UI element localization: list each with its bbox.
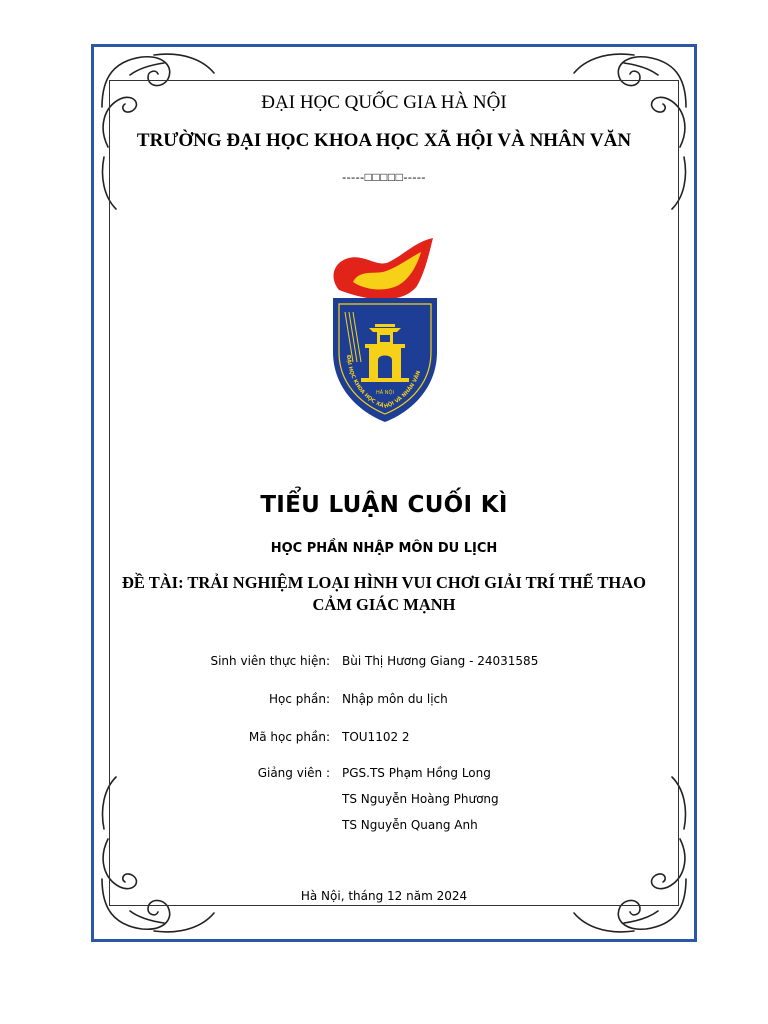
university-name: ĐẠI HỌC QUỐC GIA HÀ NỘI (261, 92, 507, 113)
topic-line-1: ĐỀ TÀI: TRẢI NGHIỆM LOẠI HÌNH VUI CHƠI GIẢI TRÍ THỂ THAO (122, 573, 646, 592)
ussh-university-logo-icon (325, 232, 445, 428)
lecturer-label: Giảng viên : (257, 766, 330, 780)
student-label: Sinh viên thực hiện: (210, 654, 330, 668)
lecturer-1: PGS.TS Phạm Hồng Long (342, 766, 491, 780)
course-value: Nhập môn du lịch (342, 692, 448, 706)
lecturer-2: TS Nguyễn Hoàng Phương (342, 792, 499, 806)
course-title: HỌC PHẦN NHẬP MÔN DU LỊCH (270, 541, 498, 556)
school-name: TRƯỜNG ĐẠI HỌC KHOA HỌC XÃ HỘI VÀ NHÂN VĂN (136, 130, 632, 151)
course-label: Học phần: (268, 692, 330, 706)
course-code-label: Mã học phần: (248, 730, 330, 744)
separator: -----□□□□□----- (342, 170, 426, 184)
lecturer-3: TS Nguyễn Quang Anh (342, 818, 478, 832)
document-title: TIỂU LUẬN CUỐI KÌ (260, 492, 508, 518)
logo-text-hanoi: HÀ NỘI (376, 390, 394, 396)
topic-line-2: CẢM GIÁC MẠNH (312, 595, 456, 614)
place-date: Hà Nội, tháng 12 năm 2024 (300, 889, 468, 903)
logo-ring-text: ĐẠI HỌC KHOA HỌC XÃ HỘI VÀ NHÂN VĂN (345, 354, 423, 411)
flame-outer (334, 238, 433, 299)
course-code-value: TOU1102 2 (342, 730, 410, 744)
student-value: Bùi Thị Hương Giang - 24031585 (342, 654, 539, 668)
topic-title (100, 572, 668, 616)
